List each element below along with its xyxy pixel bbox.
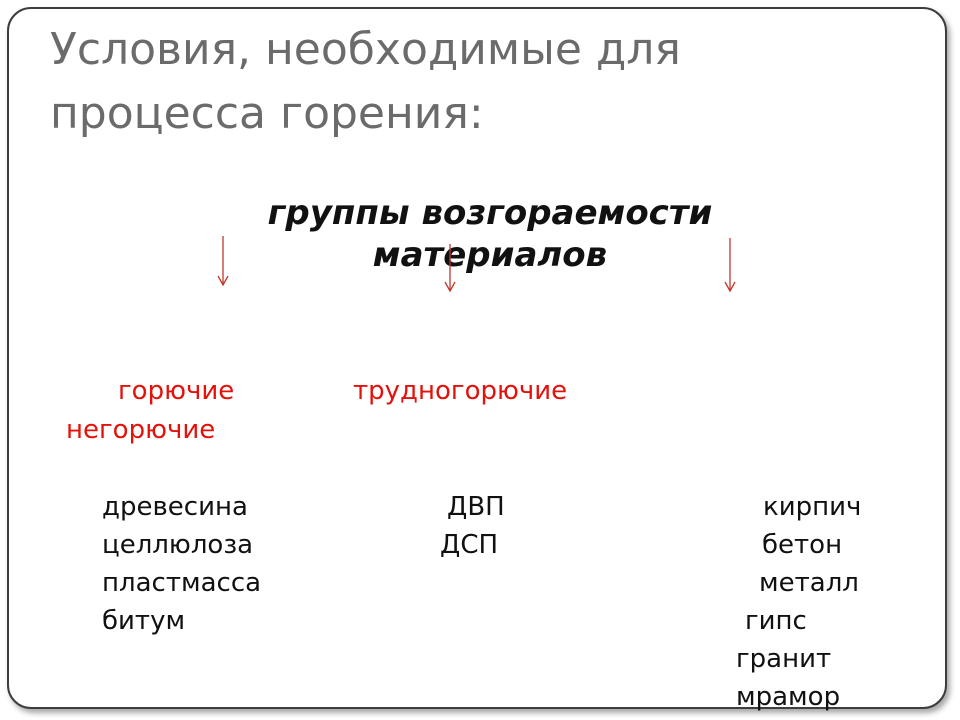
arrow-down-icon bbox=[723, 238, 737, 296]
list-item: кирпич bbox=[763, 492, 862, 522]
list-item: гипс bbox=[745, 606, 807, 636]
list-item: битум bbox=[102, 606, 186, 636]
combustible-materials-list bbox=[102, 488, 261, 640]
category-combustible: горючие bbox=[118, 376, 235, 406]
list-item: гранит bbox=[736, 644, 832, 674]
list-item: мрамор bbox=[736, 682, 841, 712]
list-item: пластмасса bbox=[102, 568, 262, 598]
hard-combustible-materials-list bbox=[440, 488, 505, 564]
arrow-down-icon bbox=[443, 244, 457, 302]
slide-title: Условия, необходимые для процесса горения: bbox=[50, 24, 681, 139]
list-item: ДСП bbox=[440, 530, 499, 560]
category-hard-combustible: трудногорючие bbox=[353, 376, 568, 406]
list-item: ДВП bbox=[447, 492, 505, 522]
slide-subtitle: группы возгораемости материалов bbox=[267, 193, 713, 275]
category-non-combustible: негорючие bbox=[66, 415, 216, 445]
list-item: древесина bbox=[102, 492, 248, 522]
arrow-down-icon bbox=[216, 236, 230, 294]
list-item: целлюлоза bbox=[102, 530, 254, 560]
list-item: бетон bbox=[762, 530, 843, 560]
non-combustible-materials-list bbox=[736, 488, 861, 716]
list-item: металл bbox=[759, 568, 859, 598]
